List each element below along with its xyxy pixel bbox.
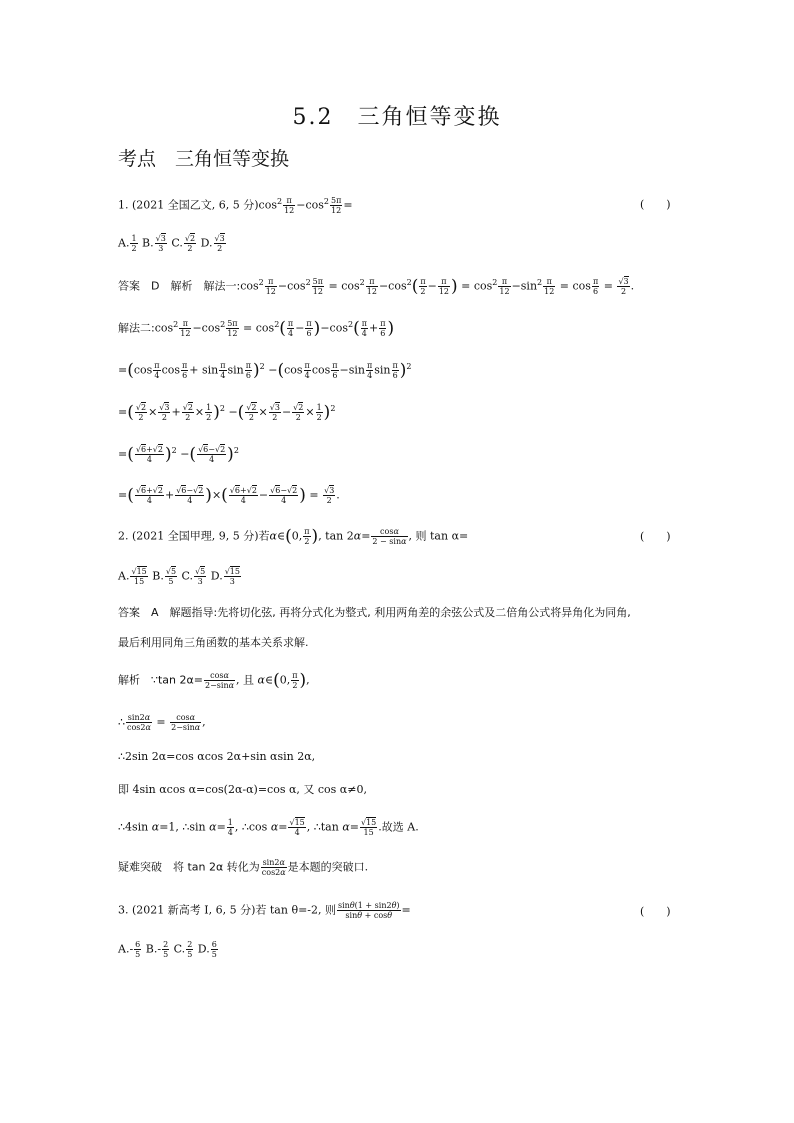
method-2-line-4: =( $\frac{√6+√2}{4}$ )$^2$ −( $\frac{√6-√2}{4}$ )$^2$ [118,444,239,465]
question-2-analysis-1: 解析 ∵tan 2α= $\frac{\cos\alpha}{2-\sin\alpha}$ , 且 α∈(0, $\frac{\pi}{2}$ ), [118,670,310,691]
question-2-options: A. $\frac{√15}{15}$ B. $\frac{√5}{5}$ C. $\frac{√5}{3}$ D. $\frac{√15}{3}$ [118,567,240,586]
method-2-line-5: =( $\frac{√6+√2}{4}$ + $\frac{√6-√2}{4}$ )×( $\frac{√6+√2}{4}$ − $\frac{√6-√2}{4}$ ) = $\frac{√3}{2}$ . [118,485,340,506]
method-2-line-1: 解法二$:\cos^2$ $\frac{\pi}{12}$ $-\cos^2$ $\frac{5\pi}{12}$ = $\cos^2$( $\frac{\pi}{4}$ − $\frac{\pi}{6}$ )$-\cos^2$( $\frac{\pi}{4}$ + $\frac{\pi}{6}$ ) [118,318,395,339]
analysis-label: 解析 ∵tan 2α= [118,673,203,687]
question-2-answer-line-2: 最后利用同角三角函数的基本关系求解. [118,636,309,649]
method-2-line-3: =( $\frac{√2}{2}$ × $\frac{√3}{2}$ + $\frac{√2}{2}$ × $\frac{1}{2}$ )$^2$ −( $\frac{√2}{2}$ × $\frac{√3}{2}$ − $\frac{√2}{2}$ × $\frac{1}{2}$ )$^2$ [118,402,336,423]
question-3-prefix: 3. (2021 新高考 Ⅰ, 6, 5 分)若 tan θ=-2, 则 [118,903,336,917]
option-b-label: B. [142,236,154,250]
question-2-analysis-3: ∴2sin 2α=cos αcos 2α+sin αsin 2α, [118,750,316,763]
question-1-prefix: 1. (2021 全国乙文, 6, 5 分) [118,198,259,212]
question-2-hard-point: 疑难突破 将 tan 2α 转化为 $\frac{\sin 2\alpha}{\cos 2\alpha}$ 是本题的突破口. [118,858,369,877]
page-title: 5.2 三角恒等变换 [292,105,502,130]
fraction: $\frac{5\pi}{12}$ [331,196,342,216]
question-2-analysis-5: ∴4sin α=1, ∴sin α= $\frac{1}{4}$ , ∴cos α= $\frac{√15}{4}$ , ∴tan α= $\frac{√15}{15}$ .故选 A. [118,818,419,837]
method-2-label: 解法二: [118,321,155,335]
question-3-options: A.- $\frac{6}{5}$ B.- $\frac{2}{5}$ C. $\frac{2}{5}$ D. $\frac{6}{5}$ [118,940,217,959]
question-1-stem: 1. (2021 全国乙文, 6, 5 分)$\cos^2$ $\frac{\pi}{12}$ $-\cos^2$ $\frac{5\pi}{12}$ = [118,196,353,216]
question-2-tail: , 则 tan α= [408,529,469,543]
option-d-label: D. [197,942,210,956]
question-1-answer-blank: ( ) [640,198,671,211]
hard-point-tail: 是本题的突破口. [287,860,369,874]
choose-a-text: 故选 A. [381,820,419,834]
option-c-label: C. [171,236,183,250]
question-2-analysis-2: ∴ $\frac{\sin 2\alpha}{\cos 2\alpha}$ = $\frac{\cos\alpha}{2-\sin\alpha}$ , [118,713,206,732]
answer-label: 答案 D 解析 解法一: [118,279,241,293]
question-2-answer-line-1: 答案 A 解题指导:先将切化弦, 再将分式化为整式, 利用两角差的余弦公式及二倍角公式将异角化为同角, [118,606,631,619]
option-c-label: C. [173,942,186,956]
question-1-options: A. $\frac{1}{2}$ B. $\frac{√3}{3}$ C. $\frac{√2}{2}$ D. $\frac{√3}{2}$ [118,234,225,253]
option-a-label: A.- [118,942,134,956]
question-2-stem: 2. (2021 全国甲理, 9, 5 分)若α∈(0, $\frac{\pi}{2}$ ), tan 2α= $\frac{\cos\alpha}{2 - \sin\alpha}$ , 则 tan α= [118,526,469,547]
method-2-line-2: =(cos $\frac{\pi}{4}$ cos $\frac{\pi}{6}$ + sin $\frac{\pi}{4}$ sin $\frac{\pi}{6}$ )$^2$ −(cos $\frac{\pi}{4}$ cos $\frac{\pi}{6}$ −sin $\frac{\pi}{4}$ sin $\frac{\pi}{6}$ )$^2$ [118,360,412,381]
option-b-label: B.- [145,942,162,956]
option-a-label: A. [118,236,130,250]
question-2-answer-blank: ( ) [640,530,671,543]
hard-point-label: 疑难突破 将 tan 2α 转化为 [118,860,260,874]
question-2-prefix: 2. (2021 全国甲理, 9, 5 分)若 [118,529,270,543]
question-3-stem: 3. (2021 新高考 Ⅰ, 6, 5 分)若 tan θ=-2, 则 $\frac{\sin\theta(1 + \sin 2\theta)}{\sin\theta + \cos\theta}$ = [118,901,411,920]
question-3-answer-blank: ( ) [640,905,671,918]
option-d-label: D. [200,236,213,250]
question-1-answer: 答案 D 解析 解法一$:\cos^2$ $\frac{\pi}{12}$ $-\cos^2$ $\frac{5\pi}{12}$ = $\cos^2$ $\frac{\pi}{12}$ $-\cos^2$( $\frac{\pi}{2}$ − $\frac{\pi}{12}$ ) = $\cos^2$ $\frac{\pi}{12}$ $-\sin^2$ $\frac{\pi}{12}$ = cos $\frac{\pi}{6}$ = $\frac{√3}{2}$ . [118,276,635,297]
question-2-analysis-4: 即 4sin αcos α=cos(2α-α)=cos α, 又 cos α≠0, [118,783,367,796]
section-heading: 考点 三角恒等变换 [118,148,290,170]
fraction: $\frac{\pi}{12}$ [284,196,295,216]
